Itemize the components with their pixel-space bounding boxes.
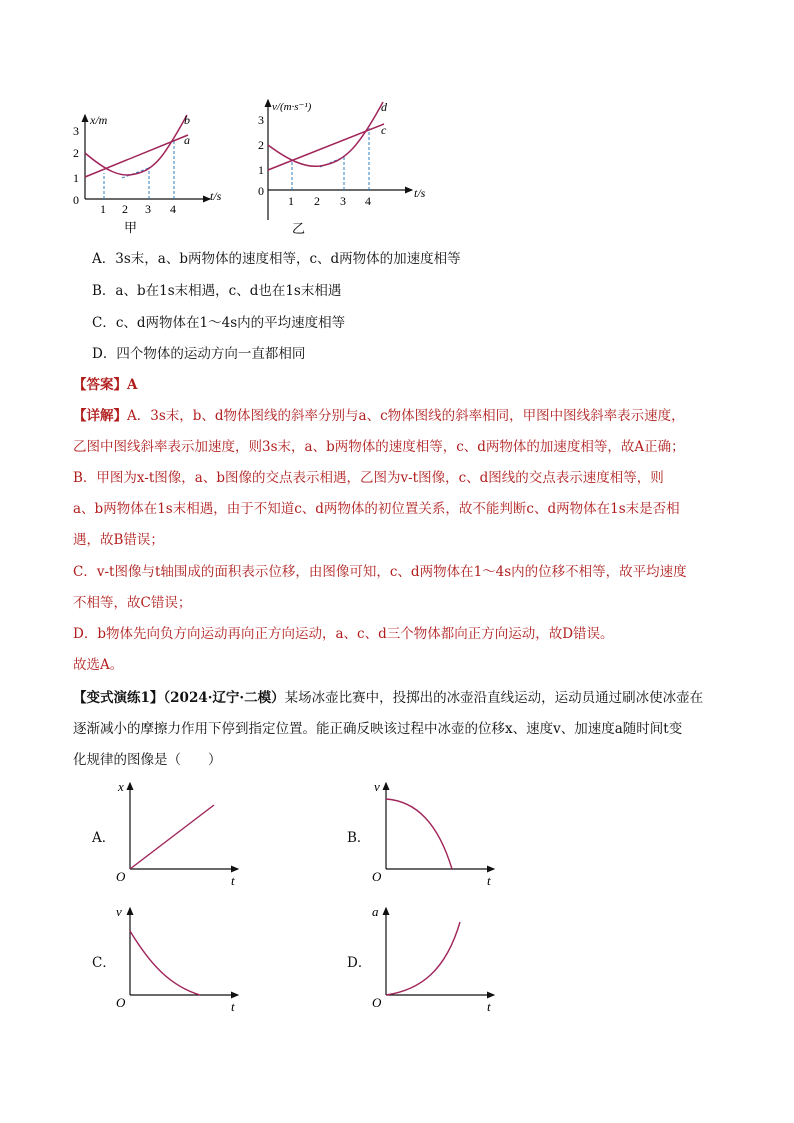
choice-a-label: A． [92,830,116,846]
choice-c-graph [110,900,250,1015]
explanation-tag: 【详解】 [73,408,127,424]
variant-tag: 【变式演练1】 [73,690,164,706]
explanation-line-5: 遇，故B错误； [73,532,164,548]
y-tick: 2 [73,146,79,160]
curve-label-c: c [381,123,387,137]
y-tick: 1 [258,163,264,177]
x-tick: 3 [145,202,151,216]
x-axis-label: t [487,873,491,888]
x-axis-label: t/s [210,189,222,203]
curve [130,931,200,995]
x-axis-label: t/s [414,186,426,200]
y-axis-label: x [118,779,124,794]
y-tick: 3 [258,113,264,127]
x-tick: 4 [170,202,176,216]
y-tick: 0 [73,193,79,207]
tangent-dash [122,168,149,178]
explanation-line-4: a、b两物体在1s末相遇，由于不知道c、d两物体的初位置关系，故不能判断c、d两物体在1s末是否相 [73,501,680,517]
y-axis-label: x/m [90,113,108,127]
option-a: A．3s末，a、b两物体的速度相等，c、d两物体的加速度相等 [92,251,461,267]
choice-c-label: C． [92,955,116,971]
variant-line-2: 逐渐减小的摩擦力作用下停到指定位置。能正确反映该过程中冰壶的位移x、速度v、加速度a随时间t变 [73,721,683,737]
curve [386,799,452,869]
explanation-line-1 [73,404,733,424]
y-tick: 1 [73,171,79,185]
answer-line [73,373,733,393]
y-axis-label: v/(m·s⁻¹) [272,101,312,113]
x-axis-label: t [487,999,491,1014]
curve [386,922,460,995]
y-tick: 0 [258,184,264,198]
curve-label-b: b [184,113,190,127]
explanation-line-8: D．b物体先向负方向运动再向正方向运动，a、c、d三个物体都向正方向运动，故D错误。 [73,626,614,642]
graph-caption: 甲 [124,220,138,235]
graph-yi [250,90,440,240]
answer-value: A [127,377,138,393]
curve-label-a: a [184,133,190,147]
y-axis-label: a [372,904,379,919]
variant-line-3: 化规律的图像是（ ） [73,752,222,768]
graph-jia [60,100,240,240]
explanation-line-9: 故选A。 [73,657,124,673]
x-tick: 2 [122,202,128,216]
choice-d-label: D． [347,955,372,971]
choice-d-graph [366,900,506,1015]
y-tick: 3 [73,124,79,138]
explanation-line-2: 乙图中图线斜率表示加速度，则3s末，a、b两物体的速度相等，c、d两物体的加速度相等，故A正确； [73,439,685,455]
choice-b-graph [366,775,506,890]
origin-label: O [116,869,126,884]
x-tick: 4 [365,194,371,208]
graph-caption: 乙 [292,221,306,236]
answer-tag: 【答案】 [73,377,127,393]
x-tick: 2 [314,194,320,208]
x-axis-label: t [231,999,235,1014]
y-axis-label: v [116,904,122,919]
explanation-line-6: C．v-t图像与t轴围成的面积表示位移，由图像可知，c、d两物体在1～4s内的位移不相等，故平均速度 [73,564,687,580]
choice-a-graph [110,775,250,890]
explanation-line-3: B．甲图为x-t图像，a、b图像的交点表示相遇，乙图为v-t图像，c、d图线的交点表示速度相等，则 [73,470,664,486]
option-d: D．四个物体的运动方向一直都相同 [92,346,306,362]
variant-line-1 [73,686,733,706]
x-tick: 1 [288,194,294,208]
variant-source: （2024·辽宁·二模） [163,690,285,706]
x-axis-label: t [231,873,235,888]
x-tick: 3 [340,194,346,208]
explanation-text: A．3s末，b、d物体图线的斜率分别与a、c物体图线的斜率相同，甲图中图线斜率表示速度， [127,408,685,424]
explanation-line-7: 不相等，故C错误； [73,595,192,611]
origin-label: O [372,869,382,884]
y-axis-label: v [374,779,380,794]
option-b: B．a、b在1s末相遇，c、d也在1s末相遇 [92,283,342,299]
origin-label: O [372,995,382,1010]
x-tick: 1 [100,202,106,216]
option-c: C．c、d两物体在1～4s内的平均速度相等 [92,315,346,331]
curve-label-d: d [381,100,387,114]
variant-text: 某场冰壶比赛中，投掷出的冰壶沿直线运动，运动员通过刷冰使冰壶在 [284,690,704,706]
choice-b-label: B． [347,830,371,846]
y-tick: 2 [258,138,264,152]
origin-label: O [116,995,126,1010]
curve [130,805,214,869]
